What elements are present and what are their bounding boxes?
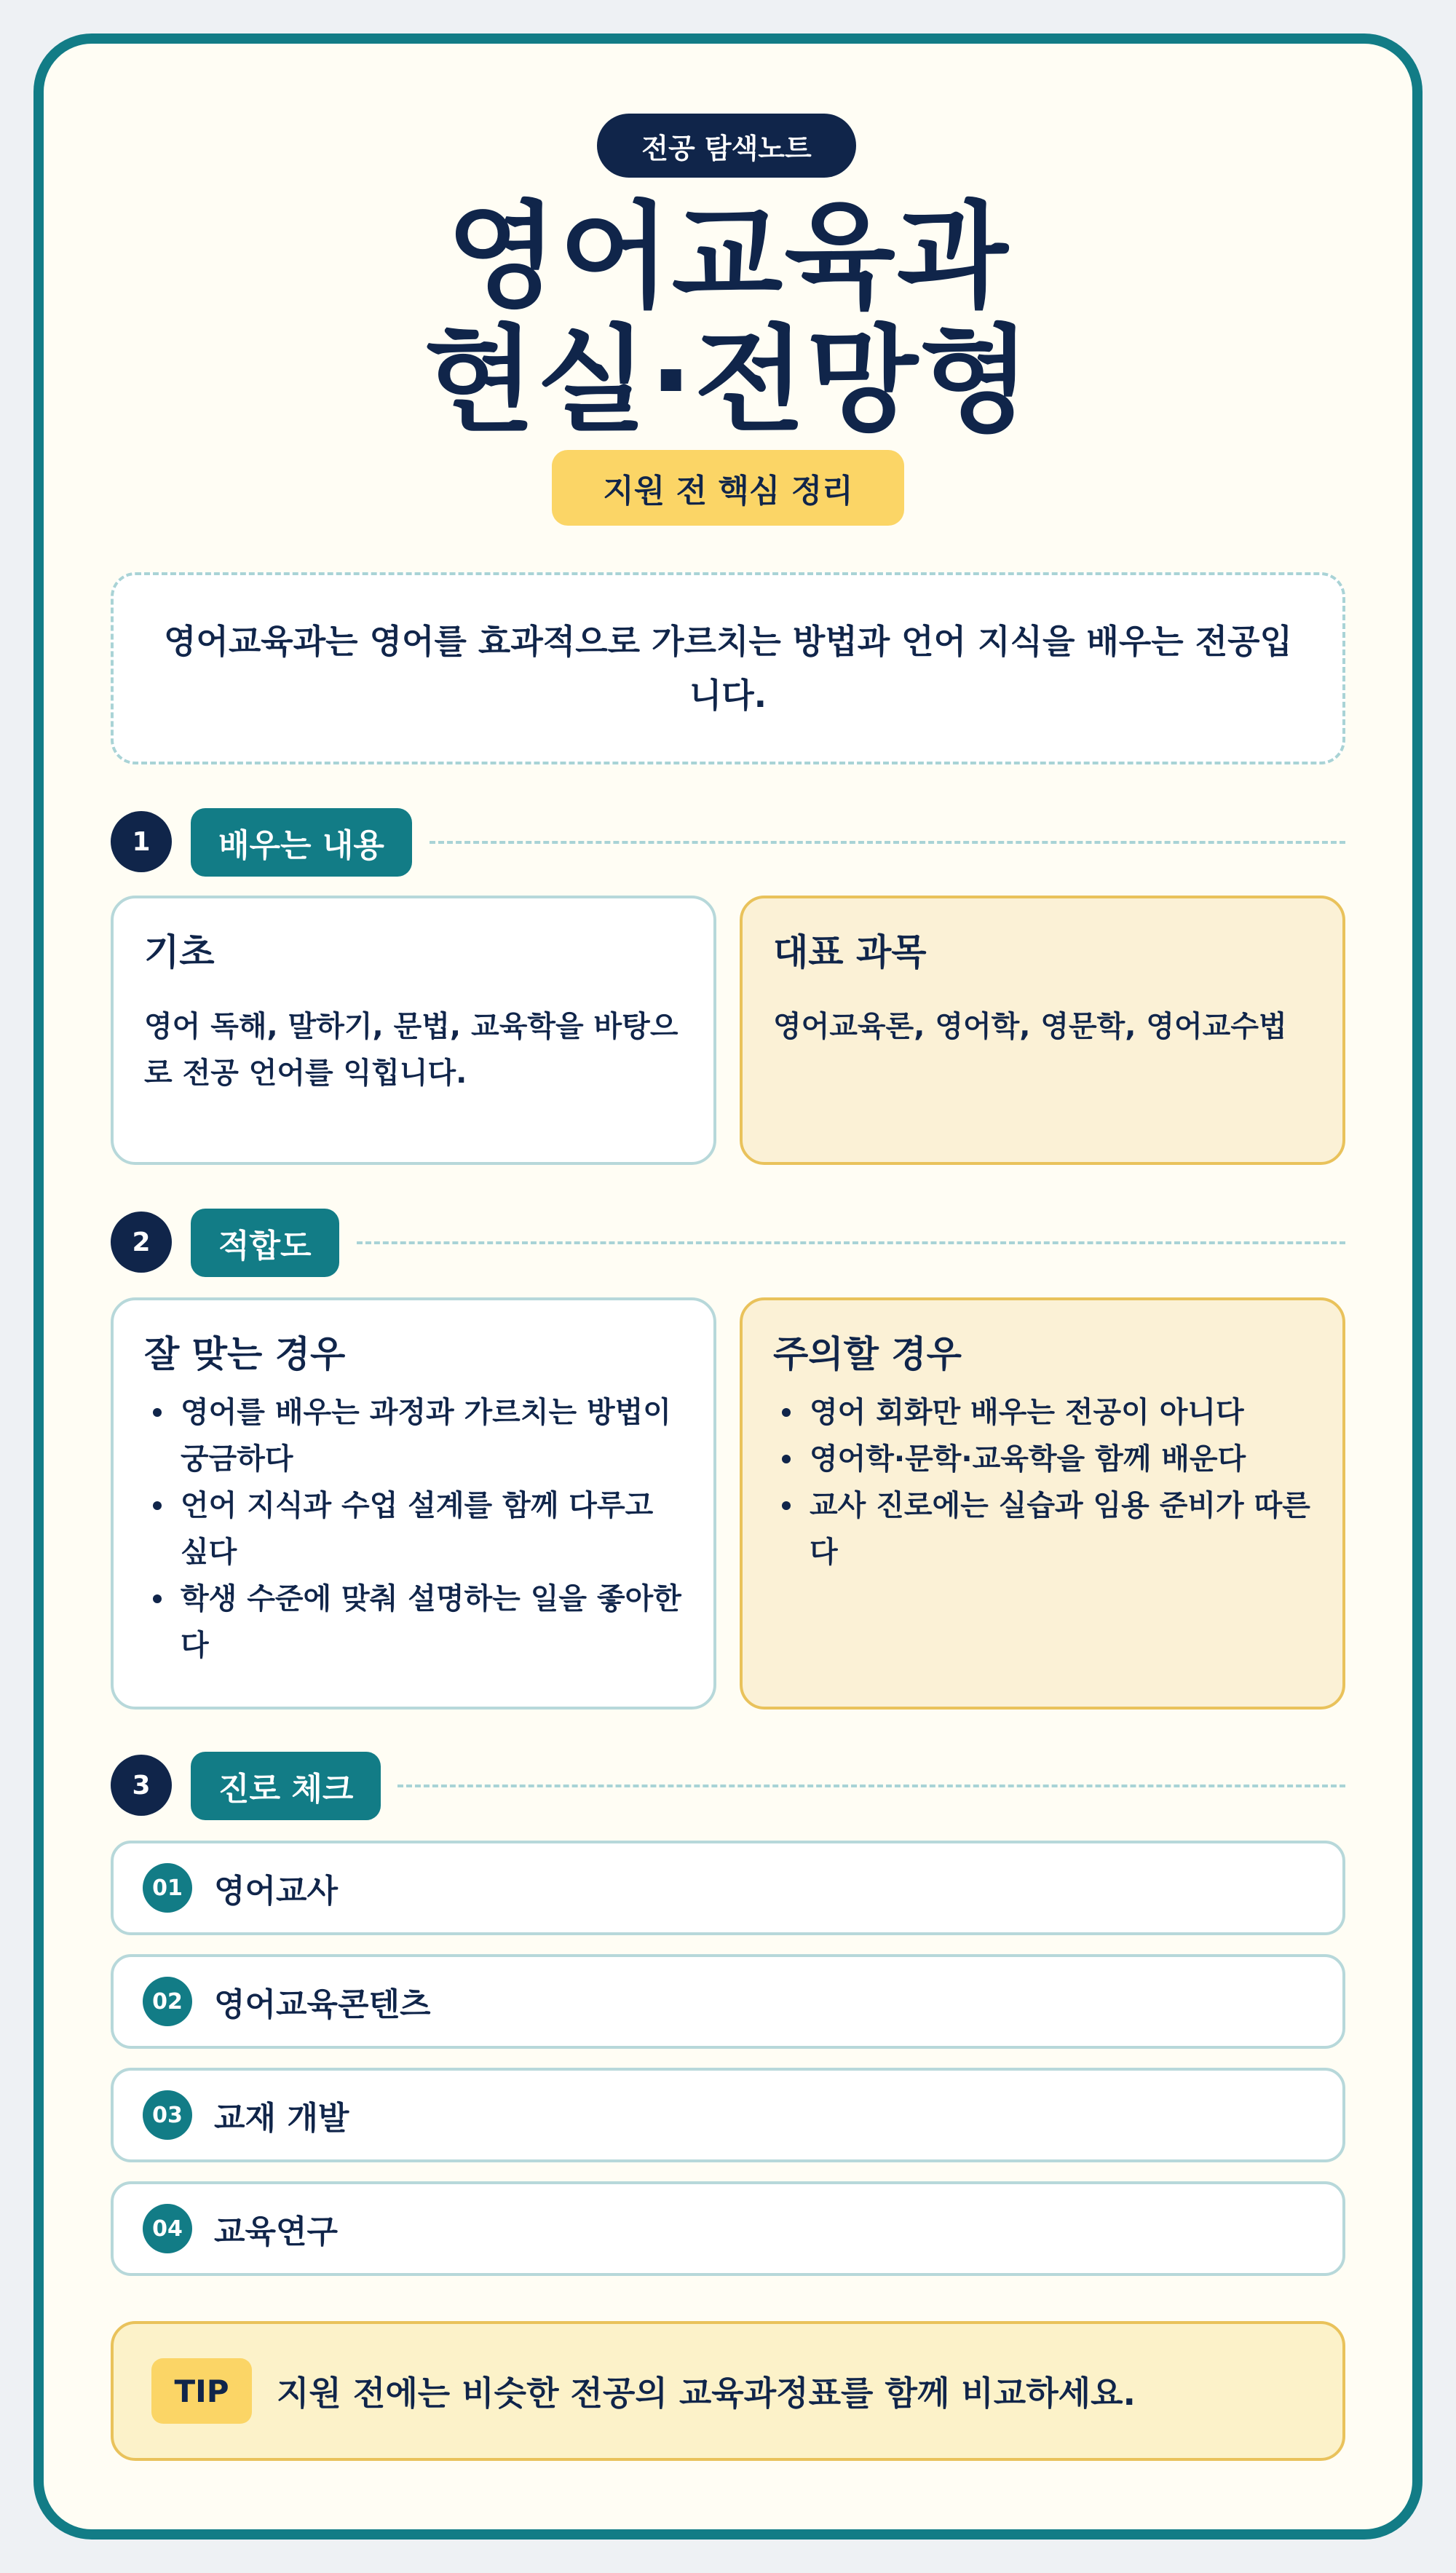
caution-box (740, 1297, 1345, 1710)
tip-badge: TIP (151, 2358, 252, 2424)
learn-basics-box (111, 896, 716, 1165)
caution-list (773, 1389, 1312, 1576)
representative-subjects-title: 대표 과목 (773, 931, 927, 973)
representative-subjects-text: 영어교육론, 영어학, 영문학, 영어교수법 (773, 1010, 1287, 1043)
career-item (111, 2068, 1345, 2162)
section-2-number: 2 (111, 1212, 172, 1273)
learn-basics-text: 영어 독해, 말하기, 문법, 교육학을 바탕으로 전공 언어를 익힙니다. (144, 1010, 678, 1090)
career-number: 02 (143, 1977, 192, 2026)
header-badge: 전공 탐색노트 (597, 114, 856, 178)
career-item (111, 2181, 1345, 2276)
section-3-label: 진로 체크 (191, 1752, 381, 1820)
good-fit-box (111, 1297, 716, 1710)
caution-title: 주의할 경우 (773, 1333, 962, 1375)
good-fit-item: 언어 지식과 수업 설계를 함께 다루고 싶다 (144, 1482, 683, 1576)
career-label: 교육연구 (214, 2213, 339, 2250)
career-number: 01 (143, 1863, 192, 1913)
career-number: 04 (143, 2204, 192, 2253)
learn-basics-title: 기초 (144, 931, 215, 973)
career-label: 교재 개발 (214, 2100, 349, 2137)
career-label: 영어교사 (214, 1873, 339, 1910)
section-3-number: 3 (111, 1755, 172, 1816)
good-fit-title: 잘 맞는 경우 (144, 1333, 346, 1375)
career-item (111, 1841, 1345, 1935)
good-fit-item: 영어를 배우는 과정과 가르치는 방법이 궁금하다 (144, 1389, 683, 1482)
section-1-divider (430, 841, 1345, 844)
section-2-label: 적합도 (191, 1209, 339, 1277)
caution-item: 영어학·문학·교육학을 함께 배운다 (773, 1436, 1312, 1482)
career-label: 영어교육콘텐츠 (214, 1986, 431, 2023)
caution-item: 교사 진로에는 실습과 임용 준비가 따른다 (773, 1482, 1312, 1576)
intro-text: 영어교육과는 영어를 효과적으로 가르치는 방법과 언어 지식을 배우는 전공입니다. (163, 622, 1293, 715)
page-title (0, 190, 1456, 448)
good-fit-list (144, 1389, 683, 1669)
title-line-1: 영어교육과 (446, 190, 1010, 324)
section-1-number: 1 (111, 811, 172, 872)
tip-text: 지원 전에는 비슷한 전공의 교육과정표를 함께 비교하세요. (277, 2374, 1136, 2413)
tip-box (111, 2321, 1345, 2461)
section-3-divider (397, 1784, 1345, 1787)
section-1-label: 배우는 내용 (191, 808, 412, 877)
title-line-2: 현실·전망형 (424, 314, 1032, 448)
good-fit-item: 학생 수준에 맞춰 설명하는 일을 좋아한다 (144, 1576, 683, 1669)
representative-subjects-box (740, 896, 1345, 1165)
intro-box (111, 572, 1345, 764)
career-item (111, 1954, 1345, 2049)
caution-item: 영어 회화만 배우는 전공이 아니다 (773, 1389, 1312, 1436)
section-2-divider (357, 1241, 1345, 1244)
career-number: 03 (143, 2090, 192, 2140)
subtitle-badge: 지원 전 핵심 정리 (552, 450, 904, 526)
